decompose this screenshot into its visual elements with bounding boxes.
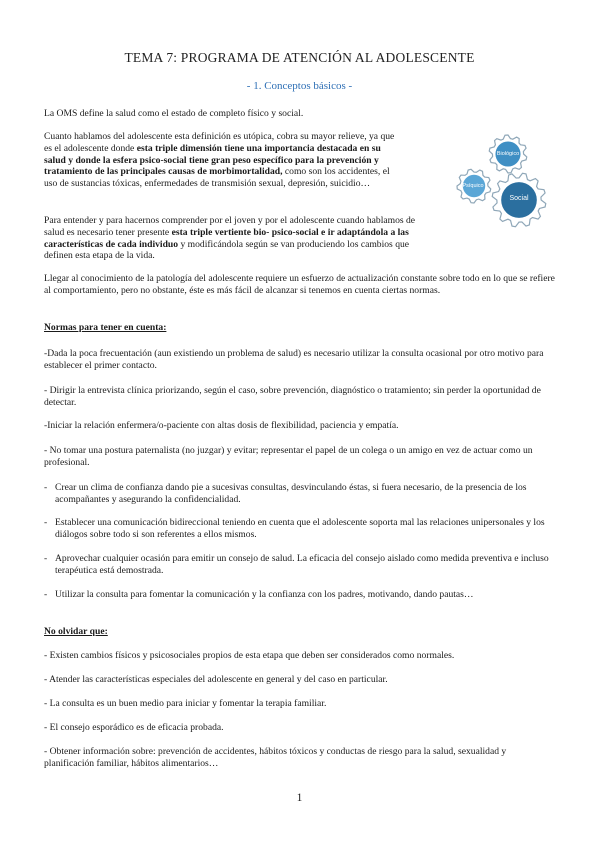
- olvidar-heading: No olvidar que:: [44, 626, 108, 637]
- olvidar-item: - El consejo esporádico es de eficacia probada.: [44, 722, 224, 733]
- bullet-dash: -: [44, 482, 48, 493]
- paragraph-triple-vertiente: Para entender y para hacernos comprender por el joven y por el adolescente cuando hablamos de salud es necesario tener presente esta triple vertiente bio- psico-social e ir adaptándola a las características de cada individuo y modificándola según se van produciendo los cambios que definen esta etapa de la vida.: [44, 215, 416, 262]
- paragraph-adolescente: Cuanto hablamos del adolescente esta definición es utópica, cobra su mayor relieve, ya que es el adolescente donde esta triple dimensión tiene una importancia destacada en su salud y donde la esfera psico-social tiene gran peso específico para la prevención y tratamiento de las principales causas de morbimortalidad, como son los accidentes, el uso de sustancias tóxicas, enfermedades de transmisión sexual, depresión, suicidio…: [44, 131, 395, 190]
- bullet-dash: -: [44, 589, 48, 600]
- bullet-item: [44, 517, 556, 541]
- bullet-text: Crear un clima de confianza dando pie a sucesivas consultas, desvinculando éstas, si fuera necesario, de la presencia de los acompañantes y asegurando la confidencialidad.: [55, 482, 527, 505]
- bullet-dash: -: [44, 517, 48, 528]
- norma-item: -Dada la poca frecuentación (aun existiendo un problema de salud) es necesario utilizar la consulta ocasional por otro motivo para establecer el primer contacto.: [44, 348, 544, 371]
- olvidar-item: - Obtener información sobre: prevención de accidentes, hábitos tóxicos y conductas de riesgo para la salud, sexualidad y planificación familiar, hábitos alimentarios…: [44, 746, 507, 769]
- norma-item: - No tomar una postura paternalista (no juzgar) y evitar; representar el papel de un colega o un amigo en vez de actuar como un profesional.: [44, 445, 533, 468]
- bio-psico-social-gears-diagram: [447, 124, 559, 232]
- bullet-text: Aprovechar cualquier ocasión para emitir un consejo de salud. La eficacia del consejo aislado como medida preventiva e incluso terapéutica está demostrada.: [55, 553, 549, 576]
- bullet-item: [44, 589, 556, 601]
- olvidar-item: - Atender las características especiales del adolescente en general y del caso en particular.: [44, 674, 388, 685]
- normas-heading: Normas para tener en cuenta:: [44, 322, 167, 333]
- norma-item: - Dirigir la entrevista clínica priorizando, según el caso, sobre prevención, diagnóstico o tratamiento; sin perder la oportunidad de detectar.: [44, 385, 541, 408]
- gear-label-social: Social: [509, 195, 529, 202]
- section-subtitle: - 1. Conceptos básicos -: [246, 80, 353, 92]
- bullet-item: [44, 482, 556, 506]
- norma-item: -Iniciar la relación enfermera/o-paciente con altas dosis de flexibilidad, paciencia y empatía.: [44, 420, 399, 431]
- bullet-text: Establecer una comunicación bidireccional teniendo en cuenta que el adolescente soporta mal las relaciones unipersonales y los diálogos sobre todo si son referentes a ellos mismos.: [55, 517, 545, 540]
- page-title: TEMA 7: PROGRAMA DE ATENCIÓN AL ADOLESCENTE: [124, 50, 475, 65]
- paragraph-patologia: Llegar al conocimiento de la patología del adolescente requiere un esfuerzo de actualización constante sobre todo en lo que se refiere al comportamiento, pero no obstante, éste es más fácil de alcanzar si tenemos en cuenta ciertas normas.: [44, 273, 555, 296]
- gear-label-psiquico: Psíquico: [462, 183, 484, 189]
- gear-label-biologico: Biológico: [496, 151, 520, 157]
- page-number: 1: [296, 792, 303, 804]
- bullet-text: Utilizar la consulta para fomentar la comunicación y la confianza con los padres, motivando, dando pautas…: [55, 589, 474, 600]
- bullet-dash: -: [44, 553, 48, 564]
- bullet-item: [44, 553, 556, 577]
- olvidar-item: - Existen cambios físicos y psicosociales propios de esta etapa que deben ser considerados como normales.: [44, 650, 455, 661]
- olvidar-item: - La consulta es un buen medio para iniciar y fomentar la terapia familiar.: [44, 698, 327, 709]
- paragraph-oms: La OMS define la salud como el estado de completo físico y social.: [44, 108, 304, 119]
